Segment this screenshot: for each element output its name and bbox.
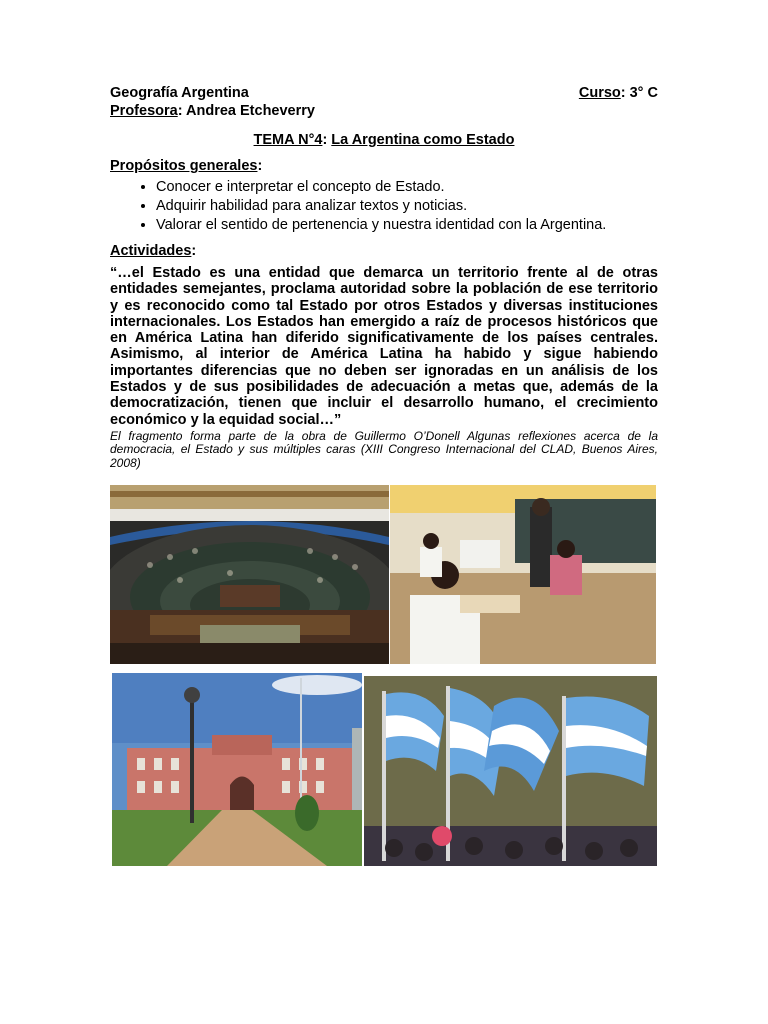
purpose-item: • Valorar el sentido de pertenencia y nuestra identidad con la Argentina. <box>156 216 658 235</box>
purpose-item: • Adquirir habilidad para analizar textos y noticias. <box>156 197 658 216</box>
teacher-label: Profesora <box>110 103 178 119</box>
argentine-flags-photo <box>364 676 657 866</box>
purposes-heading-text: Propósitos generales <box>110 158 258 174</box>
subject-title: Geografía Argentina <box>110 85 249 101</box>
course-info <box>579 84 658 102</box>
teacher-line <box>110 102 658 120</box>
topic-number: TEMA N°4 <box>253 132 323 148</box>
purposes-colon: : <box>257 158 263 174</box>
topic-title <box>110 132 658 148</box>
purposes-heading <box>110 158 658 174</box>
congress-chamber-photo <box>110 485 389 664</box>
purpose-item: • Conocer e interpretar el concepto de Estado. <box>156 178 658 197</box>
activities-colon: : <box>191 243 197 259</box>
header-row <box>110 84 658 102</box>
citation: El fragmento forma parte de la obra de Guillermo O’Donell Algunas reflexiones acerca de la democracia, el Estado y sus múltiples caras (XIII Congreso Internacional del CLAD, Buenos Aires, 2008) <box>110 428 658 470</box>
topic-name: La Argentina como Estado <box>331 132 515 148</box>
activities-heading <box>110 243 658 259</box>
purposes-list <box>110 178 658 235</box>
document-body <box>110 84 658 470</box>
casa-rosada-photo <box>112 673 362 866</box>
activities-heading-text: Actividades <box>110 243 192 259</box>
topic-separator: : <box>322 132 332 148</box>
teacher-name: : Andrea Etcheverry <box>177 103 315 119</box>
classroom-photo <box>390 485 656 664</box>
quote-paragraph: “…el Estado es una entidad que demarca un territorio frente al de otras entidades semejantes, proclama autoridad sobre la población de ese territorio y es reconocido como tal Estado por otros Estados y diversas instituciones internacionales. Los Estados han emergido a raíz de procesos históricos que en América Latina han diferido significativamente de los países centrales. Asimismo, al interior de América Latina ha habido y sigue habiendo importantes diferencias que no deben ser ignoradas en un análisis de los Estados y de sus posibilidades de adecuación a metas que, además de la democratización, tienen que incluir el desarrollo humano, el crecimiento económico y la equidad social…” <box>110 265 658 428</box>
course-value: : 3° C <box>620 85 658 101</box>
course-label: Curso <box>578 85 621 101</box>
